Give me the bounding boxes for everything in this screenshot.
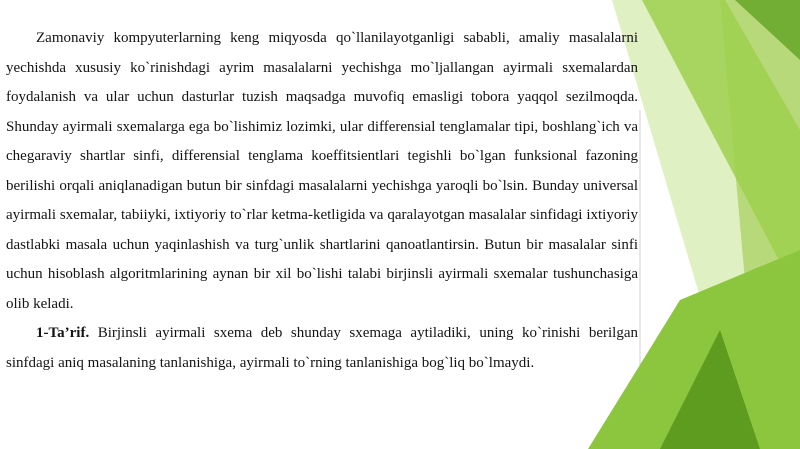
paragraph-intro: Zamonaviy kompyuterlarning keng miqyosda qo`llanilayotganligi sababli, amaliy masalalarni yechishda xususiy ko`rinishdagi ayrim masalalarni yechishga mo`ljallangan ayirmali sxemalardan foydalanish va ular uchun dasturlar tuzish maqsadga muvofiq emasligi tobora yaqqol sezilmoqda. Shunday ayirmali sxemalarga ega bo`lishimiz lozimki, ular differensial tenglamalar tipi, boshlang`ich va chegaraviy shartlar sinfi, differensial tenglama koeffitsientlari tegishli bo`lgan funksional fazoning berilishi orqali aniqlanadigan butun bir sinfdagi masalalarni yechishga yaroqli bo`lsin. Bunday universal ayirmali sxemalar, tabiiyki, ixtiyoriy to`rlar ketma-ketligida va qaralayotgan masalalar sinfidagi ixtiyoriy dastlabki masala uchun yaqinlashish va turg`unlik shartlarini qanoatlantirsin. Butun bir masalalar sinfi uchun hisoblash algoritmlarining aynan bir xil bo`lishi talabi birjinsli ayirmali sxemalar tushunchasiga olib keladi.	[6, 30, 638, 312]
definition-term: 1-Ta’rif.	[36, 325, 90, 341]
paragraph-definition	[6, 319, 638, 378]
definition-text: Birjinsli ayirmali sxema deb shunday sxemaga aytiladiki, uning ko`rinishi berilgan sinfdagi aniq masalaning tanlanishiga, ayirmali to`rning tanlanishiga bog`liq bo`lmaydi.	[6, 325, 638, 371]
slide-body-text	[6, 24, 638, 378]
